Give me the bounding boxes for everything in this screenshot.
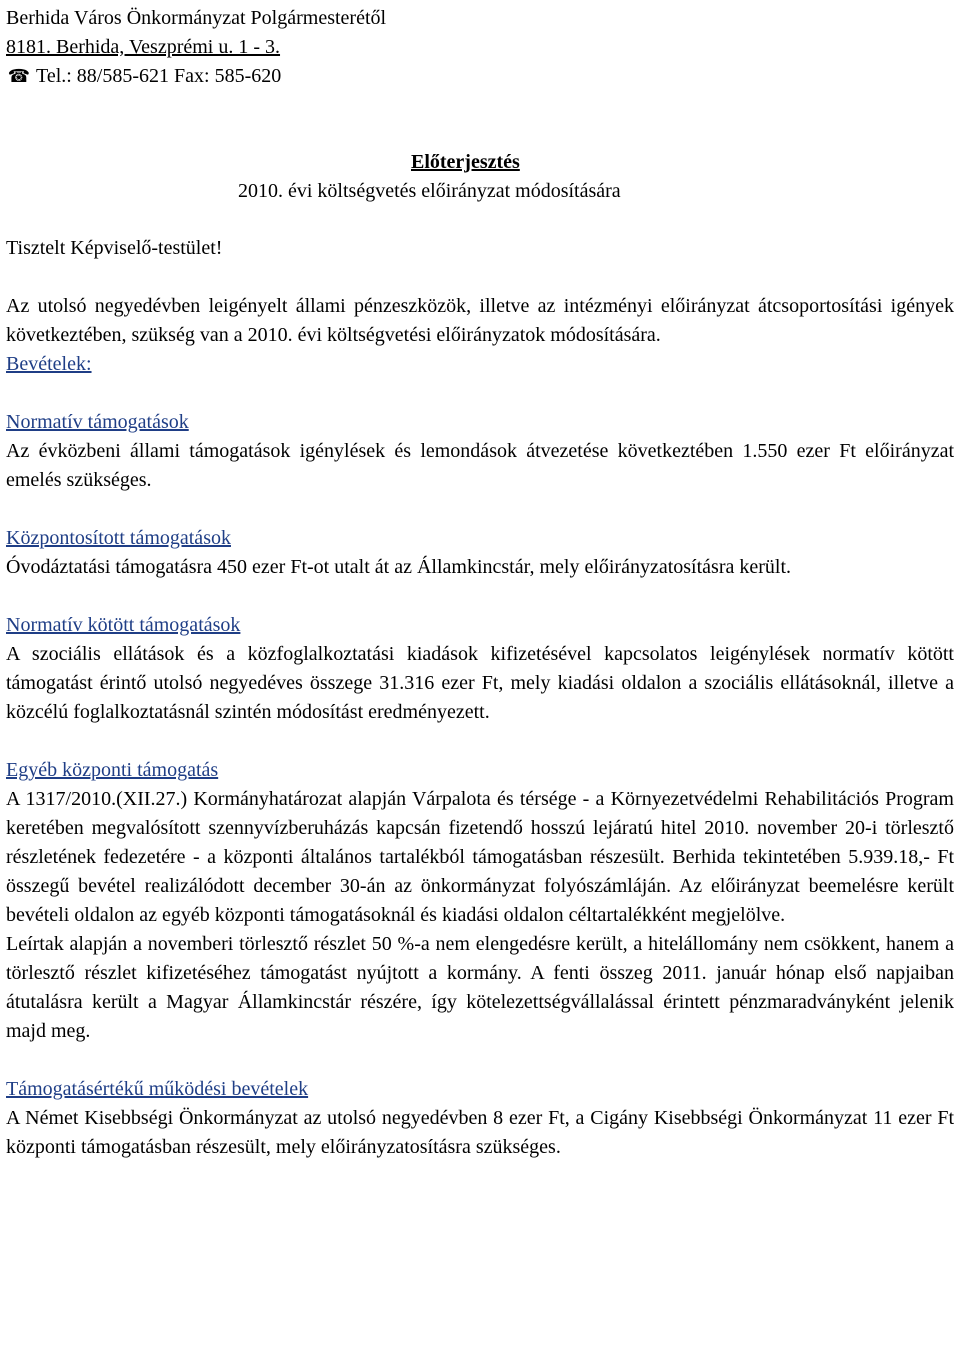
title-subtitle: 2010. évi költségvetés előirányzat módosítására bbox=[238, 180, 621, 202]
section-heading-egyeb: Egyéb központi támogatás bbox=[6, 759, 219, 781]
section-heading-kozpontositott: Központosított támogatások bbox=[6, 527, 231, 549]
section-text-tamogatasertek: A Német Kisebbségi Önkormányzat az utolsó negyedévben 8 ezer Ft, a Cigány Kisebbségi Önkormányzat 11 ezer Ft központi támogatásban részesült, mely előirányzatosításra szükséges. bbox=[6, 1107, 954, 1158]
title-heading: Előterjesztés bbox=[411, 151, 520, 173]
document-body bbox=[6, 292, 954, 1162]
letterhead-phone-fax: Tel.: 88/585-621 Fax: 585-620 bbox=[36, 65, 282, 87]
revenues-heading: Bevételek: bbox=[6, 353, 92, 375]
section-text-normativ-kotott: A szociális ellátások és a közfoglalkoztatási kiadások kifizetésével kapcsolatos leigénylések normatív kötött támogatást érintő utolsó negyedéves összege 31.316 ezer Ft, mely kiadási oldalon a szociális ellátásoknál, illetve a közcélú foglalkoztatásnál szintén módosítást eredményezett. bbox=[6, 643, 954, 723]
phone-icon: ☎ bbox=[7, 66, 31, 87]
letterhead bbox=[6, 4, 386, 91]
section-text-egyeb-1: A 1317/2010.(XII.27.) Kormányhatározat alapján Várpalota és térsége - a Környezetvédelmi Rehabilitációs Program keretében megvalósított szennyvízberuházás kapcsán fizetendő hosszú lejáratú hitel 2010. november 20-i törlesztő részletének fedezetére - a központi általános tartalékból támogatásban részesült. Berhida tekintetében 5.939.18,- Ft összegű bevétel realizálódott december 30-án az önkormányzat folyószámláján. Az előirányzat beemelésre került bevételi oldalon az egyéb központi támogatásoknál és kiadási oldalon céltartalékként megjelölve. bbox=[6, 788, 954, 926]
section-heading-normativ: Normatív támogatások bbox=[6, 411, 189, 433]
greeting: Tisztelt Képviselő-testület! bbox=[6, 237, 223, 259]
letterhead-sender: Berhida Város Önkormányzat Polgármesterétől bbox=[6, 7, 387, 29]
section-text-egyeb-2: Leírtak alapján a novemberi törlesztő részlet 50 %-a nem elengedésre került, a hitelállomány nem csökkent, hanem a törlesztő részlet kifizetéséhez támogatást nyújtott a kormány. A fenti összeg 2011. január hónap első napjaiban átutalásra került a Magyar Államkincstár részére, így kötelezettségvállalással érintett pénzmaradványként jelenik majd meg. bbox=[6, 933, 954, 1042]
letterhead-contact bbox=[6, 62, 386, 91]
document-title bbox=[238, 148, 738, 206]
section-text-normativ: Az évközbeni állami támogatások igénylések és lemondások átvezetése következtében 1.550 ezer Ft előirányzat emelés szükséges. bbox=[6, 440, 954, 491]
section-heading-tamogatasertek: Támogatásértékű működési bevételek bbox=[6, 1078, 309, 1100]
letterhead-address: 8181. Berhida, Veszprémi u. 1 - 3. bbox=[6, 36, 281, 58]
section-heading-normativ-kotott: Normatív kötött támogatások bbox=[6, 614, 241, 636]
section-text-kozpontositott: Óvodáztatási támogatásra 450 ezer Ft-ot utalt át az Államkincstár, mely előirányzatosításra került. bbox=[6, 556, 792, 578]
intro-paragraph: Az utolsó negyedévben leigényelt állami pénzeszközök, illetve az intézményi előirányzat átcsoportosítási igények következtében, szükség van a 2010. évi költségvetési előirányzatok módosítására. bbox=[6, 295, 954, 346]
